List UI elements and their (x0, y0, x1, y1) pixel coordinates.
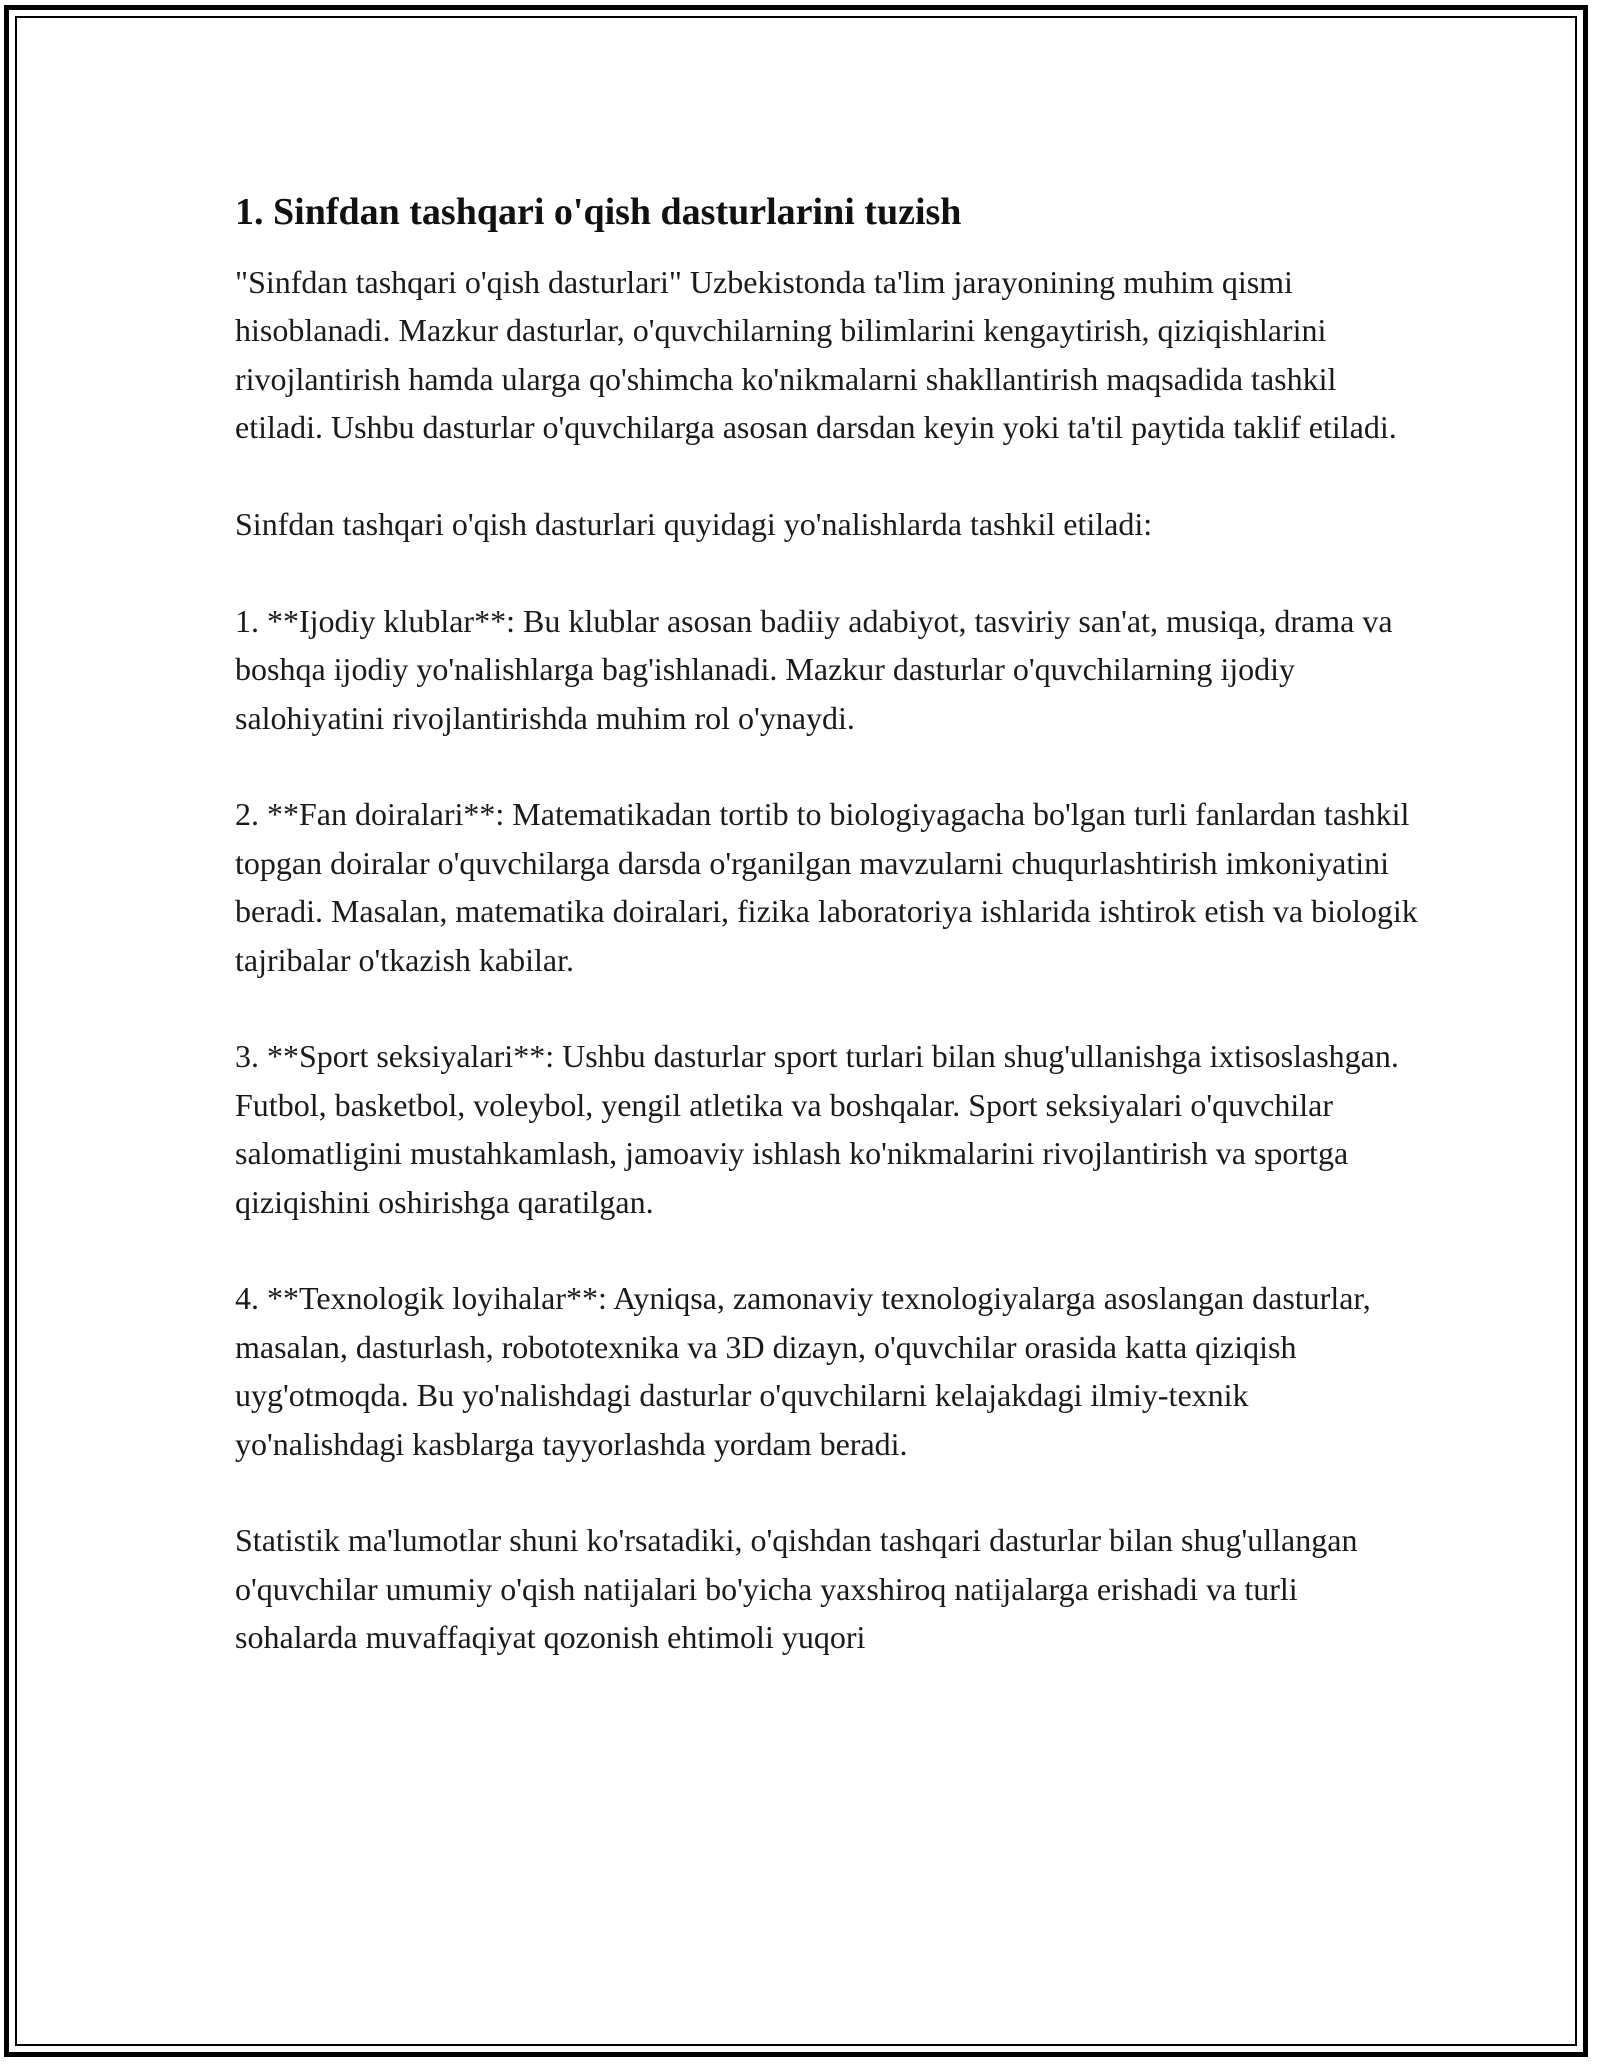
paragraph-item-tech-projects: 4. **Texnologik loyihalar**: Ayniqsa, zamonaviy texnologiyalarga asoslangan dasturlar, masalan, dasturlash, robototexnika va 3D dizayn, o'quvchilar orasida katta qiziqish uyg'otmoqda. Bu yo'nalishdagi dasturlar o'quvchilarni kelajakdagi ilmiy-texnik yo'nalishdagi kasblarga tayyorlashda yordam beradi. (235, 1280, 1371, 1462)
paragraph-intro: "Sinfdan tashqari o'qish dasturlari" Uzbekistonda ta'lim jarayonining muhim qismi hisoblanadi. Mazkur dasturlar, o'quvchilarning bilimlarini kengaytirish, qiziqishlarini rivojlantirish hamda ularga qo'shimcha ko'nikmalarni shakllantirish maqsadida tashkil etiladi. Ushbu dasturlar o'quvchilarga asosan darsdan keyin yoki ta'til paytida taklif etiladi. (235, 264, 1397, 446)
document-body (235, 186, 1425, 1710)
paragraph-item-science-circles: 2. **Fan doiralari**: Matematikadan tortib to biologiyagacha bo'lgan turli fanlardan tashkil topgan doiralar o'quvchilarga darsda o'rganilgan mavzularni chuqurlashtirish imkoniyatini beradi. Masalan, matematika doiralari, fizika laboratoriya ishlarida ishtirok etish va biologik tajribalar o'tkazish kabilar. (235, 796, 1418, 978)
document-title: 1. Sinfdan tashqari o'qish dasturlarini tuzish (235, 191, 962, 233)
paragraph-statistics: Statistik ma'lumotlar shuni ko'rsatadiki, o'qishdan tashqari dasturlar bilan shug'ullangan o'quvchilar umumiy o'qish natijalari bo'yicha yaxshiroq natijalarga erishadi va turli sohalarda muvaffaqiyat qozonish ehtimoli yuqori (235, 1522, 1358, 1656)
paragraph-item-creative-clubs: 1. **Ijodiy klublar**: Bu klublar asosan badiiy adabiyot, tasviriy san'at, musiqa, drama va boshqa ijodiy yo'nalishlarga bag'ishlanadi. Mazkur dasturlar o'quvchilarning ijodiy salohiyatini rivojlantirishda muhim rol o'ynaydi. (235, 602, 1393, 736)
paragraph-directions-lead: Sinfdan tashqari o'qish dasturlari quyidagi yo'nalishlarda tashkil etiladi: (235, 506, 1153, 543)
paragraph-item-sport-sections: 3. **Sport seksiyalari**: Ushbu dasturlar sport turlari bilan shug'ullanishga ixtisoslashgan. Futbol, basketbol, voleybol, yengil atletika va boshqalar. Sport seksiyalari o'quvchilar salomatligini mustahkamlash, jamoaviy ishlash ko'nikmalarini rivojlantirish va sportga qiziqishini oshirishga qaratilgan. (235, 1038, 1399, 1220)
